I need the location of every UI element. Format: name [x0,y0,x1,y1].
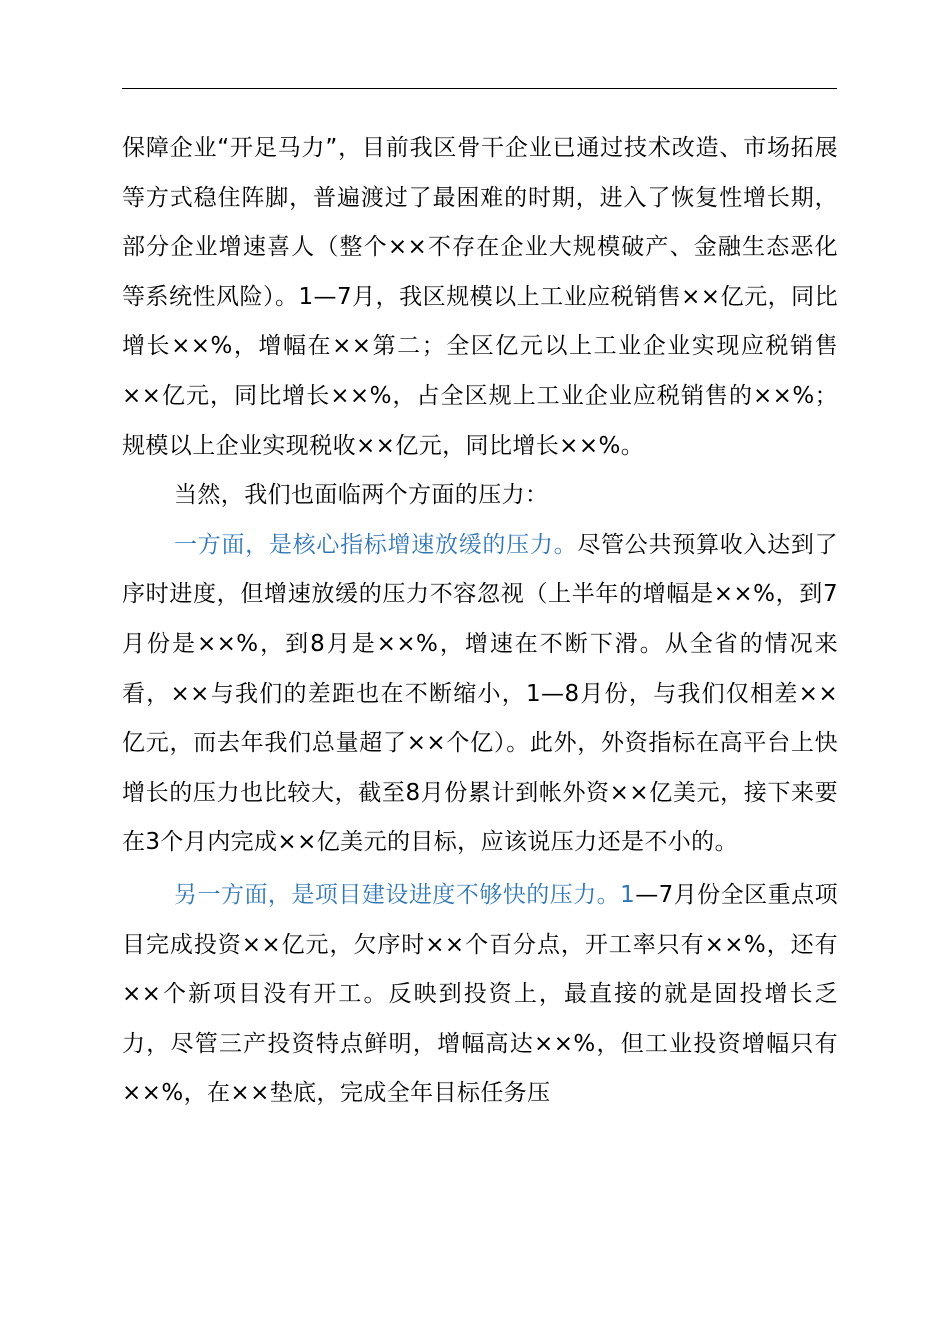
pressure-one-heading: 一方面，是核心指标增速放缓的压力。 [174,531,578,558]
document-body [122,124,838,1119]
pressure-two-body: —7月份全区重点项目完成投资××亿元，欠序时××个百分点，开工率只有××%，还有××个新项目没有开工。反映到投资上，最直接的就是固投增长乏力，尽管三产投资特点鲜明，增幅高达××%，但工业投资增幅只有××%，在××垫底，完成全年目标任务压 [122,881,838,1107]
pressure-two-heading: 另一方面，是项目建设进度不够快的压力。1 [174,881,636,908]
paragraph-pressure-two [122,871,838,1119]
pressure-one-body: 尽管公共预算收入达到了序时进度，但增速放缓的压力不容忽视（上半年的增幅是××%，到7月份是××%，到8月是××%，增速在不断下滑。从全省的情况来看，××与我们的差距也在不断缩小，1—8月份，与我们仅相差××亿元，而去年我们总量超了××个亿）。此外，外资指标在高平台上快增长的压力也比较大，截至8月份累计到帐外资××亿美元，接下来要在3个月内完成××亿美元的目标，应该说压力还是不小的。 [122,531,838,856]
paragraph-pressures-intro: 当然，我们也面临两个方面的压力： [174,482,549,509]
paragraph-pressure-one [122,521,838,868]
paragraph-continuation: 保障企业“开足马力”，目前我区骨干企业已通过技术改造、市场拓展等方式稳住阵脚，普遍渡过了最困难的时期，进入了恢复性增长期，部分企业增速喜人（整个××不存在企业大规模破产、金融生态恶化等系统性风险）。1—7月，我区规模以上工业应税销售××亿元，同比增长××%，增幅在××第二；全区亿元以上工业企业实现应税销售××亿元，同比增长××%，占全区规上工业企业应税销售的××%；规模以上企业实现税收××亿元，同比增长××%。 [122,135,838,459]
header-rule [122,88,837,89]
